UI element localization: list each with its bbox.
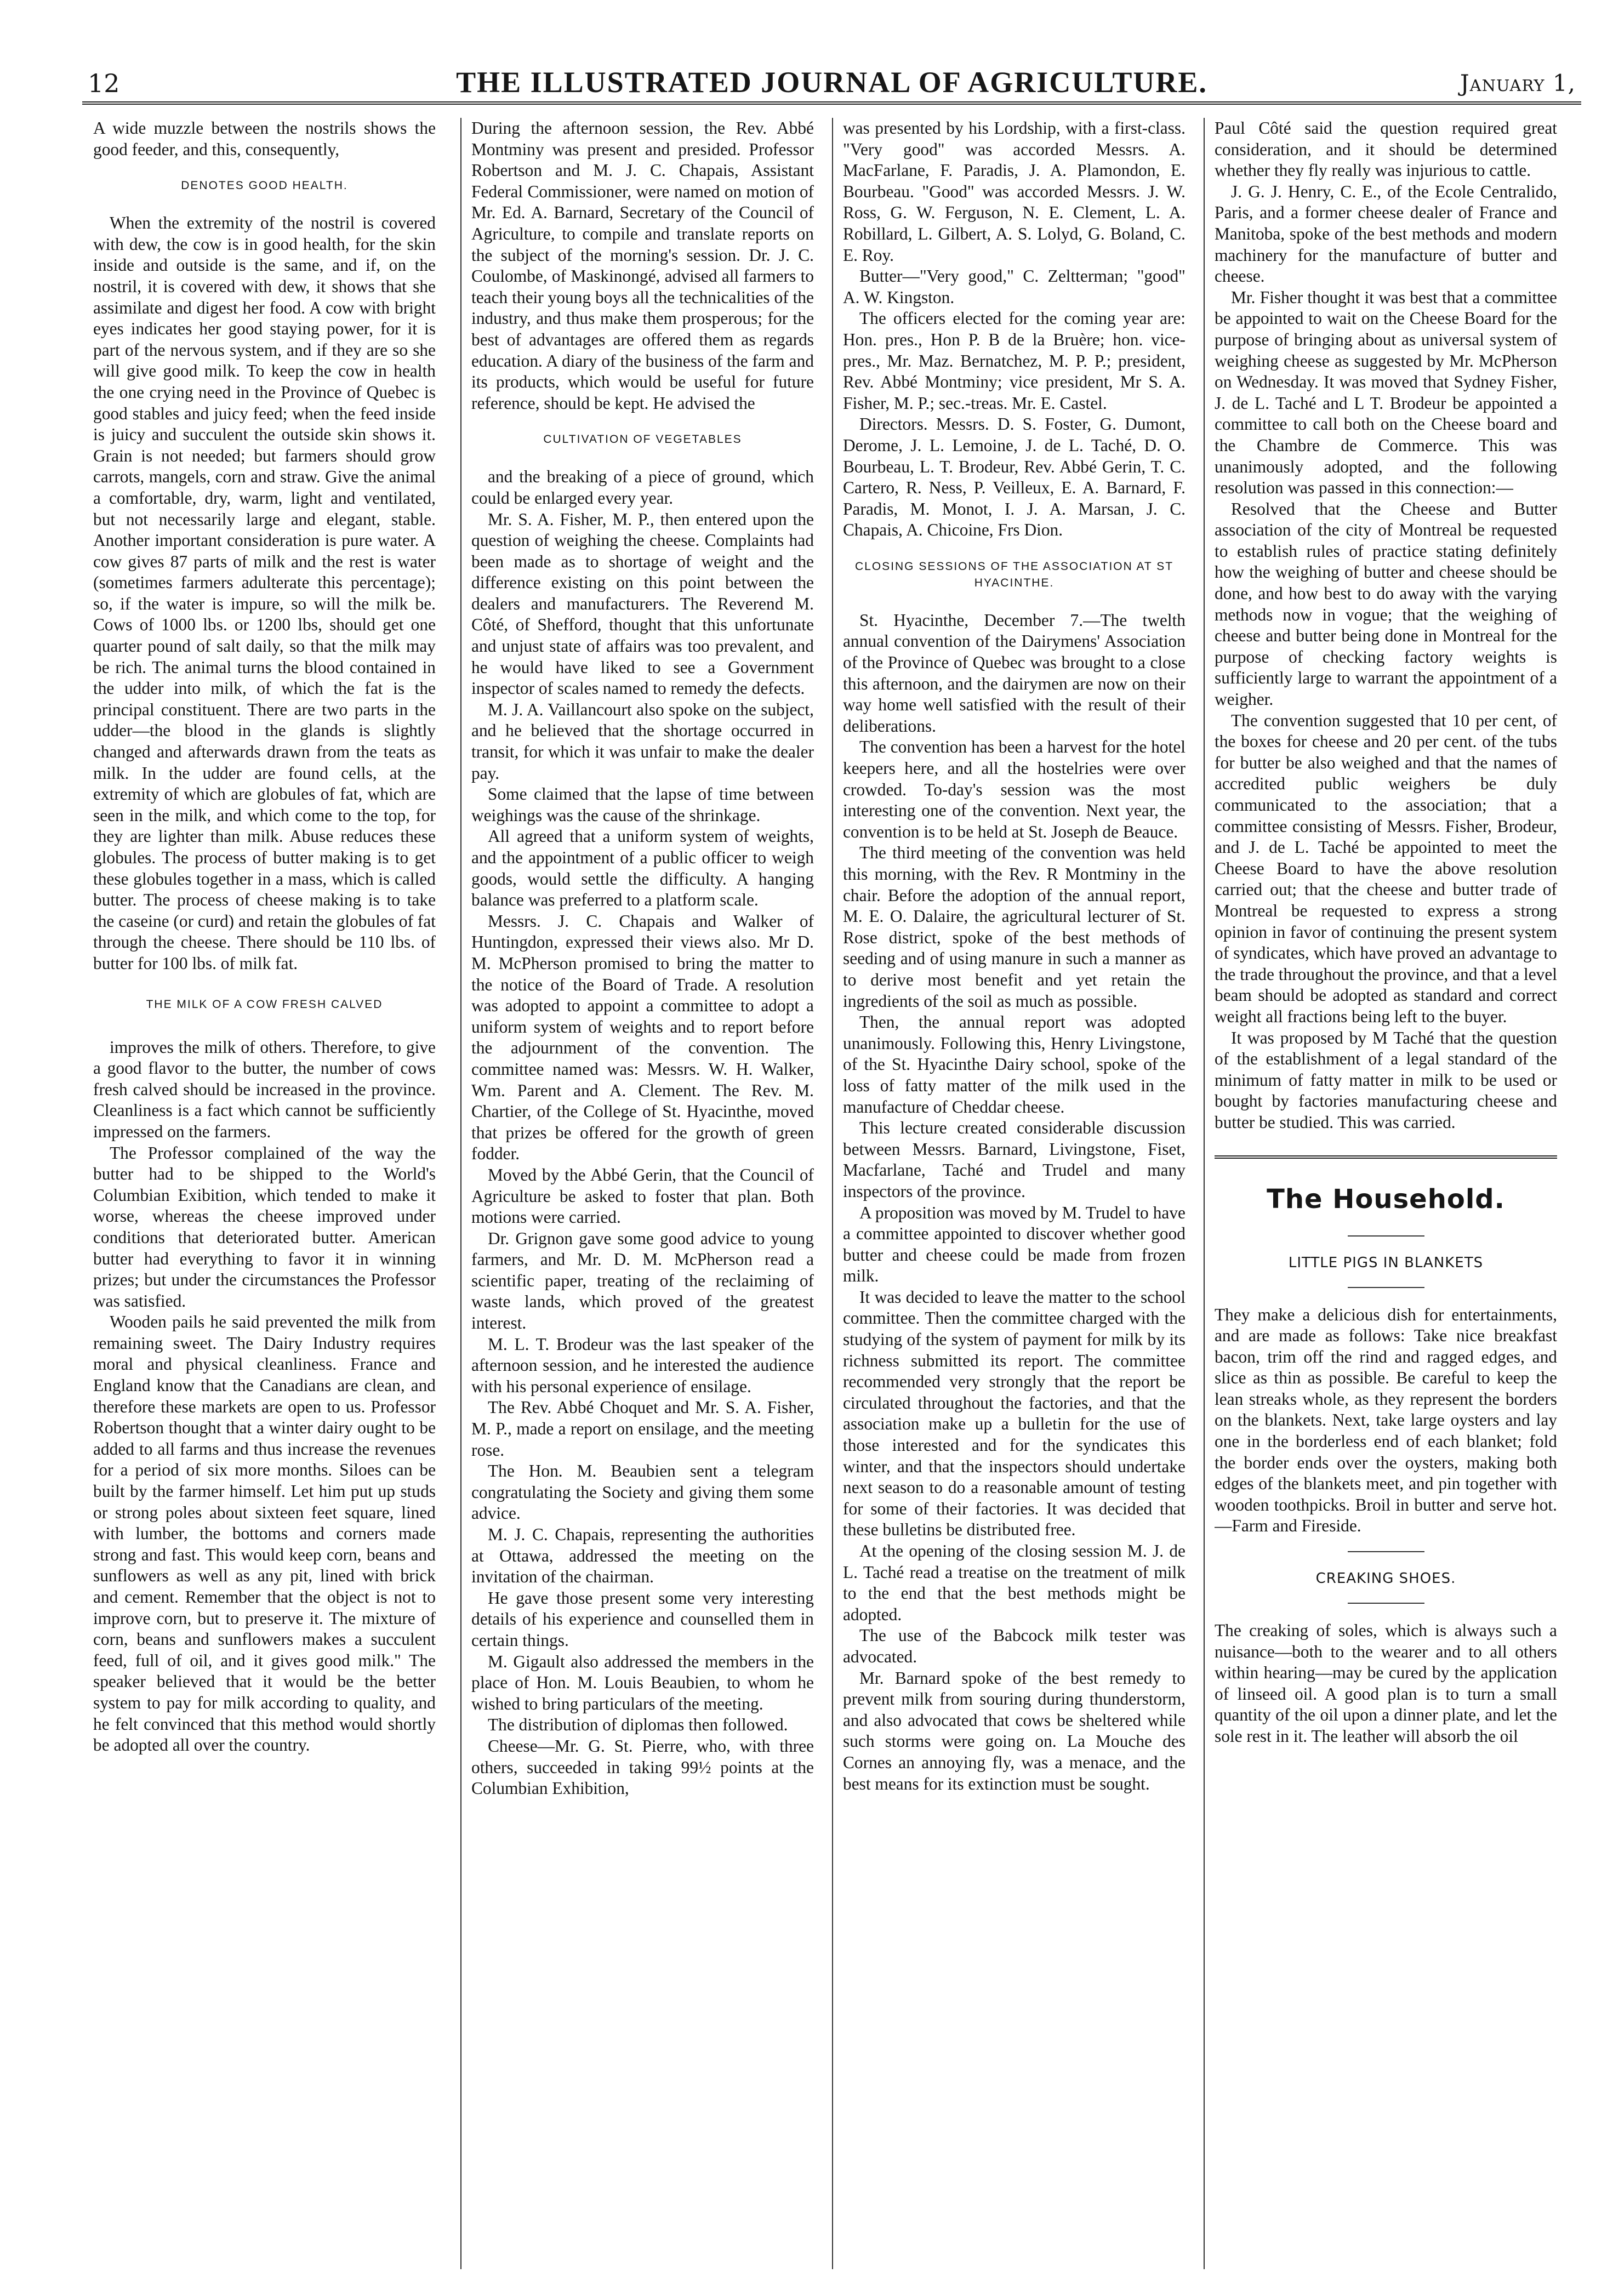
page-number: 12 xyxy=(88,69,120,98)
paragraph: Paul Côté said the question required great consideration, and it should be determined whether they fly really was injurious to cattle. xyxy=(1215,118,1557,180)
page-header xyxy=(82,58,1581,105)
paragraph: The third meeting of the convention was held this morning, with the Rev. R Montminy in the chair. Before the adoption of the annual report, M. E. O. Dalaire, the agricultural lecturer of St. Rose district, spoke of the best methods of seeding and of using manure in such a manner as to derive most benefit and yet retain the ingredients of the soil as much as possible. xyxy=(843,843,1185,1011)
paragraph: During the afternoon session, the Rev. Abbé Montminy was present and presided. Professor Robertson and M. J. C. Chapais, Assistant Federal Commissioner, were named on motion of Mr. Ed. A. Barnard, Secretary of the Council of Agriculture, to compile and translate reports on the subject of the morning's session. Dr. J. C. Coulombe, of Maskinongé, advised all farmers to teach their young boys all the technicalities of the industry, and thus make them prosperous; for the best of advantages are offered them as regards education. A diary of the business of the farm and its products, which would be useful for future reference, should be kept. He advised the xyxy=(471,118,814,413)
divider xyxy=(1348,1551,1424,1552)
paragraph: Cheese—Mr. G. St. Pierre, who, with three others, succeeded in taking 99½ points at the Columbian Exhibition, xyxy=(471,1736,814,1798)
paragraph: Wooden pails he said prevented the milk from remaining sweet. The Dairy Industry requires moral and physical cleanliness. France and England know that the Canadians are clean, and therefore these markets are open to us. Professor Robertson thought that a winter dairy ought to be added to all farms and thus increase the revenues for a period of six more months. Siloes can be built by the farmer himself. Let him put up studs or strong poles about sixteen feet square, lined with lumber, the bottoms and corners made strong and fast. This would keep corn, beans and sunflowers as well as any pit, lined with brick and cement. Remember that the object is not to improve corn, but to preserve it. The mixture of corn, beans and sunflowers makes a succulent feed, full of oil, and it gives good milk." The speaker believed that it would be the better system to pay for milk according to quality, and he felt convinced that this method would shortly be adopted all over the country. xyxy=(93,1312,436,1755)
column-rule xyxy=(832,118,833,2269)
paragraph: M. L. T. Brodeur was the last speaker of the afternoon session, and he interested the audience with his personal experience of ensilage. xyxy=(471,1334,814,1396)
paragraph: When the extremity of the nostril is covered with dew, the cow is in good health, for the skin inside and outside is the same, and if, on the nostril, it is covered with dew, it shows that she assimilate and digest her food. A cow with bright eyes indicates her good staying power, for it is part of the nervous system, and if they are so she will give good milk. To keep the cow in health the one crying need in the Province of Quebec is good stables and juicy feed; when the feed inside is juicy and succulent the outside skin shows it. Grain is not needed; but farmers should grow carrots, mangels, corn and straw. Give the animal a comfortable, dry, warm, light and ventilated, but not necessarily large and elegant, stable. Another important consideration is pure water. A cow gives 87 parts of milk and the rest is water (sometimes farmers adulterate this percentage); so, if the water is impure, so will the milk be. Cows of 1000 lbs. or 1200 lbs, should get one quarter pound of salt daily, so that the milk may be rich. The animal turns the blood contained in the udder into milk, of which the fat is the principal constituent. There are two parts in the udder—the blood in the glands is slightly changed and afterwards drawn from the teats as milk. In the udder are found cells, at the extremity of which are globules of fat, which are seen in the milk, and which come to the top, for they are lighter than milk. Abuse reduces these globules. The process of butter making is to get these globules together in a mass, which is called butter. The process of cheese making is to take the caseine (or curd) and retain the globules of fat through the cheese. There should be 110 lbs. of butter for 100 lbs. of milk fat. xyxy=(93,213,436,973)
paragraph: The officers elected for the coming year are: Hon. pres., Hon P. B de la Bruère; hon. vice-pres., Mr. Maz. Bernatchez, M. P. P.; president, Rev. Abbé Montminy; vice president, Mr S. A. Fisher, M. P.; sec.-treas. Mr. E. Castel. xyxy=(843,309,1185,413)
paragraph: J. G. J. Henry, C. E., of the Ecole Centralido, Paris, and a former cheese dealer of France and Manitoba, spoke of the best methods and modern machinery for the manufacture of butter and cheese. xyxy=(1215,181,1557,286)
paragraph: M. J. A. Vaillancourt also spoke on the subject, and he believed that the shortage occurred in transit, for which it was unfair to make the dealer pay. xyxy=(471,699,814,783)
paragraph: Butter—"Very good," C. Zeltterman; "good" A. W. Kingston. xyxy=(843,266,1185,307)
paragraph: and the breaking of a piece of ground, which could be enlarged every year. xyxy=(471,467,814,508)
paragraph: The distribution of diplomas then followed. xyxy=(488,1715,788,1735)
paragraph: The use of the Babcock milk tester was advocated. xyxy=(843,1626,1185,1666)
paragraph: He gave those present some very interesting details of his experience and counselled them in certain things. xyxy=(471,1588,814,1650)
paragraph: They make a delicious dish for entertainments, and are made as follows: Take nice breakfast bacon, trim off the rind and ragged edges, and slice as thin as possible. Be careful to keep the lean streaks whole, as they represent the borders on the blankets. Next, take large oysters and lay one in the borderless end of each blanket; fold the border ends over the oysters, making both edges of the blankets meet, and pin together with wooden toothpicks. Broil in butter and serve hot.—Farm and Fireside. xyxy=(1215,1304,1557,1536)
paragraph: The convention suggested that 10 per cent, of the boxes for cheese and 20 per cent. of the tubs for butter be also weighed and that the names of accredited public weighers be duly communicated to the association; that a committee consisting of Messrs. Fisher, Brodeur, and J. de L. Taché be appointed to meet the Cheese Board to have the above resolution carried out; that the cheese and butter trade of Montreal be requested to express a strong opinion in favor of continuing the present system of syndicates, which have proved an advantage to the trade throughout the province, and that a level beam should be adopted as standard and correct weight all fractions being left to the buyer. xyxy=(1215,710,1557,1026)
paragraph: All agreed that a uniform system of weights, and the appointment of a public officer to weigh goods, would settle the difficulty. A hanging balance was preferred to a platform scale. xyxy=(471,827,814,910)
column-2 xyxy=(471,118,814,2269)
paragraph: Mr. Barnard spoke of the best remedy to prevent milk from souring during thunderstorm, and also advocated that cows be sheltered while such storms were going on. La Mouche des Cornes an annoying fly, was a menace, and the best means for its extinction must be sought. xyxy=(843,1668,1185,1793)
paragraph: The convention has been a harvest for the hotel keepers here, and all the hostelries were over crowded. To-day's session was the most interesting one of the convention. Next year, the convention is to be held at St. Joseph de Beauce. xyxy=(843,737,1185,841)
paragraph: Mr. S. A. Fisher, M. P., then entered upon the question of weighing the cheese. Complaints had been made as to shortage of weight and the difference existing on this point between the dealers and manufacturers. The Reverend M. Côté, of Shefford, thought that this unfortunate and unjust state of affairs was too prevalent, and he would have liked to see a Government inspector of scales named to remedy the defects. xyxy=(471,509,814,698)
paragraph: It was proposed by M Taché that the question of the establishment of a legal standard of the minimum of fatty matter in milk to be used or bought by factories manufacturing cheese and butter be studied. This was carried. xyxy=(1215,1028,1557,1132)
divider xyxy=(1348,1287,1424,1288)
paragraph: St. Hyacinthe, December 7.—The twelth annual convention of the Dairymens' Association of the Province of Quebec was brought to a close this afternoon, and the dairymen are now on their way home well satisfied with the result of their deliberations. xyxy=(843,610,1185,736)
paragraph: The Hon. M. Beaubien sent a telegram congratulating the Society and giving them some advice. xyxy=(471,1461,814,1523)
divider xyxy=(1348,1235,1424,1237)
subheading: LITTLE PIGS IN BLANKETS xyxy=(1288,1254,1484,1271)
paragraph: A proposition was moved by M. Trudel to have a committee appointed to discover whether good butter and cheese could be made from frozen milk. xyxy=(843,1203,1185,1286)
paragraph: Mr. Fisher thought it was best that a committee be appointed to wait on the Cheese Board for the purpose of bringing about as universal system of weighing cheese as suggested by Mr. McPherson on Wednesday. It was moved that Sydney Fisher, J. de L. Taché and L T. Brodeur be appointed a committee to call both on the Cheese board and the Chambre de Commerce. This was unanimously adopted, and the following resolution was passed in this connection:— xyxy=(1215,287,1557,498)
paragraph: At the opening of the closing session M. J. de L. Taché read a treatise on the treatment of milk to the end that the best methods might be adopted. xyxy=(843,1541,1185,1624)
column-3 xyxy=(843,118,1185,2269)
paragraph: The creaking of soles, which is always such a nuisance—both to the wearer and to all others within hearing—may be cured by the application of linseed oil. A good plan is to turn a small quantity of the oil upon a dinner plate, and let the sole rest in it. The leather will absorb the oil xyxy=(1215,1621,1557,1746)
subheading: CREAKING SHOES. xyxy=(1315,1570,1456,1587)
paragraph: Dr. Grignon gave some good advice to young farmers, and Mr. D. M. McPherson read a scientific paper, treating of the reclaiming of waste lands, which proved of the greatest interest. xyxy=(471,1228,814,1333)
section-rule xyxy=(1215,1155,1557,1159)
paragraph: The Rev. Abbé Choquet and Mr. S. A. Fisher, M. P., made a report on ensilage, and the meeting rose. xyxy=(471,1398,814,1460)
paragraph: The Professor complained of the way the butter had to be shipped to the World's Columbian Exibition, which tended to make it worse, whereas the cheese improved under conditions that deteriorated butter. American butter had everything to favor it in winning prizes; but under the circumstances the Professor was satisfied. xyxy=(93,1143,436,1311)
subheading: THE MILK OF A COW FRESH CALVED xyxy=(146,998,383,1011)
subheading: CULTIVATION OF VEGETABLES xyxy=(543,433,742,446)
issue-date: January 1, xyxy=(1460,70,1576,96)
paragraph: It was decided to leave the matter to the school committee. Then the committee charged with the studying of the system of payment for milk by its richness submitted its report. The committee recommended very strongly that the report be circulated throughout the factories, and that the association make up a bulletin for the use of those interested and for the syndicates this winter, and that the inspectors should undertake next season to do a reasonable amount of testing for some of their factories. It was decided that these bulletins be distributed free. xyxy=(843,1287,1185,1540)
paragraph: Directors. Messrs. D. S. Foster, G. Dumont, Derome, J. L. Lemoine, J. de L. Taché, D. O. Bourbeau, L. T. Brodeur, Rev. Abbé Gerin, T. C. Cartero, R. Ness, P. Veilleux, E. A. Barnard, F. Paradis, M. Monot, I. J. A. Marsan, J. C. Chapais, A. Chicoine, Frs Dion. xyxy=(843,414,1185,540)
column-rule xyxy=(1204,118,1205,2269)
subheading: DENOTES GOOD HEALTH. xyxy=(181,179,348,192)
paragraph: Messrs. J. C. Chapais and Walker of Huntingdon, expressed their views also. Mr D. M. McPherson promised to bring the matter to the notice of the Board of Trade. A resolution was adopted to appoint a committee to adopt a uniform system of weights and to report before the adjournment of the convention. The committee named was: Messrs. W. H. Walker, Wm. Parent and A. Clement. The Rev. M. Chartier, of the College of St. Hyacinthe, moved that prizes be offered for the growth of green fodder. xyxy=(471,911,814,1164)
paragraph: improves the milk of others. Therefore, to give a good flavor to the butter, the number of cows fresh calved should be increased in the province. Cleanliness is a fact which cannot be sufficiently impressed on the farmers. xyxy=(93,1037,436,1141)
paragraph: Then, the annual report was adopted unanimously. Following this, Henry Livingstone, of the St. Hyacinthe Dairy school, spoke of the loss of fatty matter of the milk used in the manufacture of Cheddar cheese. xyxy=(843,1012,1185,1116)
column-4 xyxy=(1215,118,1557,2269)
paragraph: Moved by the Abbé Gerin, that the Council of Agriculture be asked to foster that plan. Both motions were carried. xyxy=(471,1165,814,1227)
paragraph: A wide muzzle between the nostrils shows the good feeder, and this, consequently, xyxy=(93,118,436,159)
divider xyxy=(1348,1603,1424,1604)
paragraph: was presented by his Lordship, with a first-class. "Very good" was accorded Messrs. A. MacFarlane, F. Paradis, J. A. Plamondon, E. Bourbeau. "Good" was accorded Messrs. J. W. Ross, G. W. Ferguson, N. E. Clement, L. A. Robillard, L. Gilbert, A. S. Lolyd, G. Boland, C. E. Roy. xyxy=(843,118,1185,265)
column-1 xyxy=(93,118,436,2269)
column-rule xyxy=(460,118,461,2269)
journal-title: THE ILLUSTRATED JOURNAL OF AGRICULTURE. xyxy=(456,66,1207,99)
paragraph: Some claimed that the lapse of time between weighings was the cause of the shrinkage. xyxy=(471,784,814,825)
paragraph: M. Gigault also addressed the members in the place of Hon. M. Louis Beaubien, to whom he wished to bring particulars of the meeting. xyxy=(471,1651,814,1713)
paragraph: This lecture created considerable discussion between Messrs. Barnard, Livingstone, Fiset, Macfarlane, Taché and Trudel and many inspectors of the province. xyxy=(843,1118,1185,1201)
subheading: CLOSING SESSIONS OF THE ASSOCIATION AT ST HYACINTHE. xyxy=(854,560,1174,589)
paragraph: Resolved that the Cheese and Butter association of the city of Montreal be requested to establish rules of practice stating definitely how the weighing of butter and cheese should be done, and how best to do away with the varying methods now in vogue; that the weighing of cheese and butter being done in Montreal for the purpose of checking factory weights is sufficiently large to warrant the appointment of a weigher. xyxy=(1215,499,1557,709)
household-section-title: The Household. xyxy=(1267,1183,1505,1215)
paragraph: M. J. C. Chapais, representing the authorities at Ottawa, addressed the meeting on the invitation of the chairman. xyxy=(471,1525,814,1587)
